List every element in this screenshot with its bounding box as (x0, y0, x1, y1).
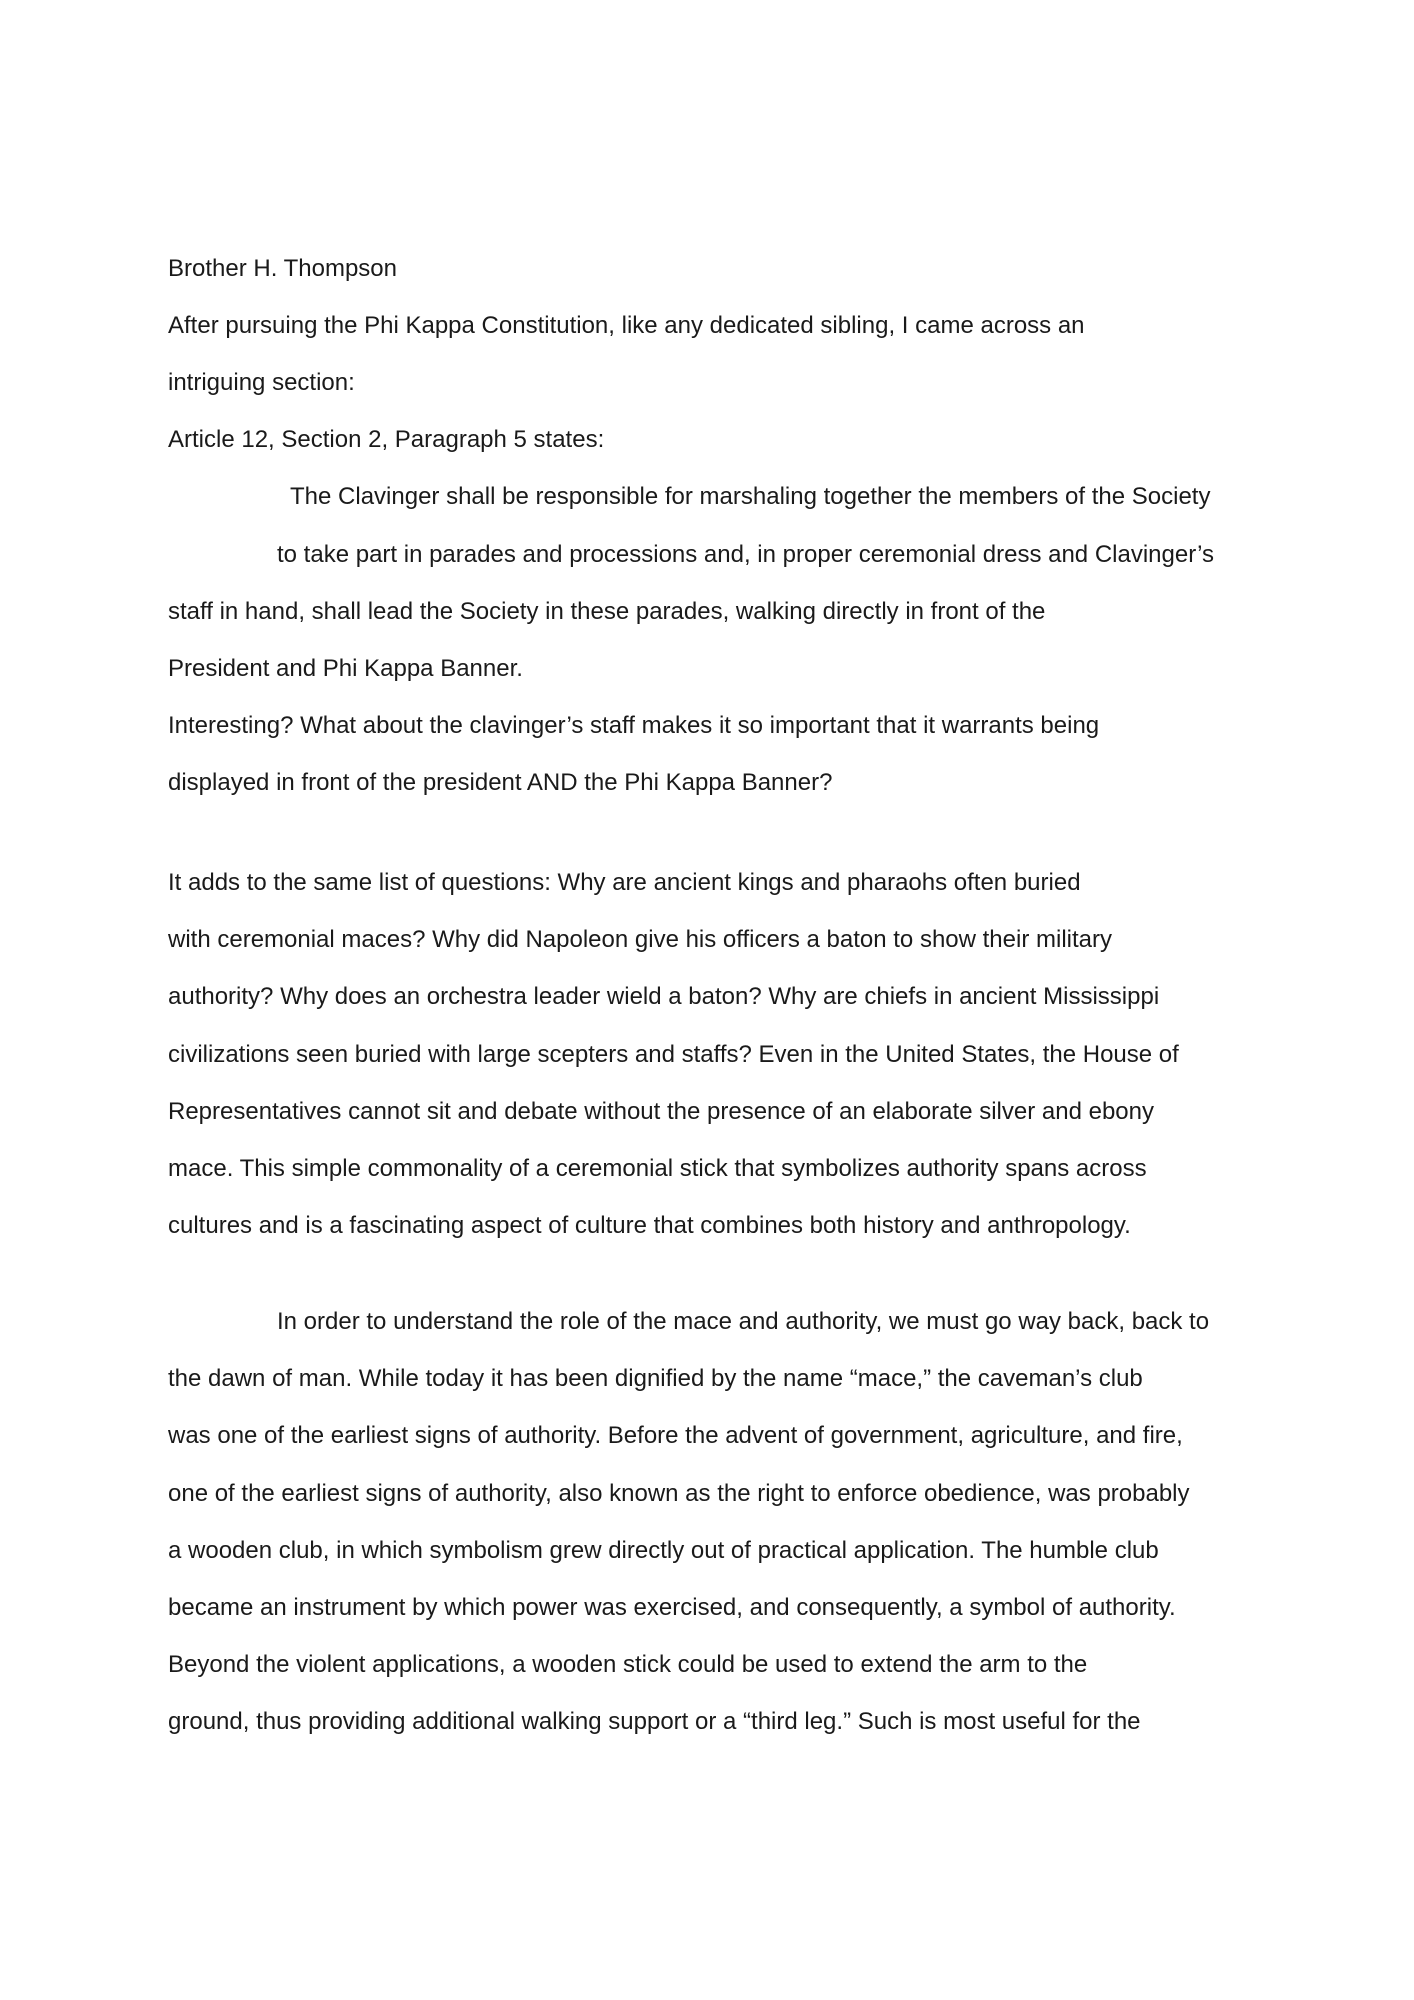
text-line: Beyond the violent applications, a wooden stick could be used to extend the arm to the (168, 1651, 1088, 1678)
text-line: one of the earliest signs of authority, also known as the right to enforce obedience, was probably (168, 1480, 1190, 1507)
text-line: In order to understand the role of the mace and authority, we must go way back, back to (277, 1308, 1210, 1335)
text-line: intriguing section: (168, 369, 355, 396)
quote-line: staff in hand, shall lead the Society in these parades, walking directly in front of the (168, 598, 1046, 625)
quote-line: President and Phi Kappa Banner. (168, 655, 523, 682)
text-line: authority? Why does an orchestra leader wield a baton? Why are chiefs in ancient Mississippi (168, 983, 1160, 1010)
text-line: the dawn of man. While today it has been dignified by the name “mace,” the caveman’s club (168, 1365, 1143, 1392)
text-line: Interesting? What about the clavinger’s staff makes it so important that it warrants being (168, 712, 1100, 739)
text-line: cultures and is a fascinating aspect of culture that combines both history and anthropology. (168, 1212, 1131, 1239)
author-heading: Brother H. Thompson (168, 255, 397, 282)
text-line: displayed in front of the president AND the Phi Kappa Banner? (168, 769, 833, 796)
text-line: a wooden club, in which symbolism grew directly out of practical application. The humble club (168, 1537, 1159, 1564)
text-line: mace. This simple commonality of a ceremonial stick that symbolizes authority spans across (168, 1155, 1147, 1182)
text-line: ground, thus providing additional walking support or a “third leg.” Such is most useful for the (168, 1708, 1141, 1735)
text-line: It adds to the same list of questions: Why are ancient kings and pharaohs often buried (168, 869, 1081, 896)
text-line: Article 12, Section 2, Paragraph 5 states: (168, 426, 605, 453)
text-line: civilizations seen buried with large scepters and staffs? Even in the United States, the House of (168, 1041, 1179, 1068)
text-line: After pursuing the Phi Kappa Constitution, like any dedicated sibling, I came across an (168, 312, 1085, 339)
text-line: with ceremonial maces? Why did Napoleon give his officers a baton to show their military (168, 926, 1112, 953)
quote-line: The Clavinger shall be responsible for marshaling together the members of the Society (290, 483, 1211, 510)
quote-line: to take part in parades and processions and, in proper ceremonial dress and Clavinger’s (277, 541, 1214, 568)
text-line: Representatives cannot sit and debate without the presence of an elaborate silver and ebony (168, 1098, 1154, 1125)
text-line: was one of the earliest signs of authority. Before the advent of government, agriculture, and fire, (168, 1422, 1183, 1449)
text-line: became an instrument by which power was exercised, and consequently, a symbol of authority. (168, 1594, 1176, 1621)
